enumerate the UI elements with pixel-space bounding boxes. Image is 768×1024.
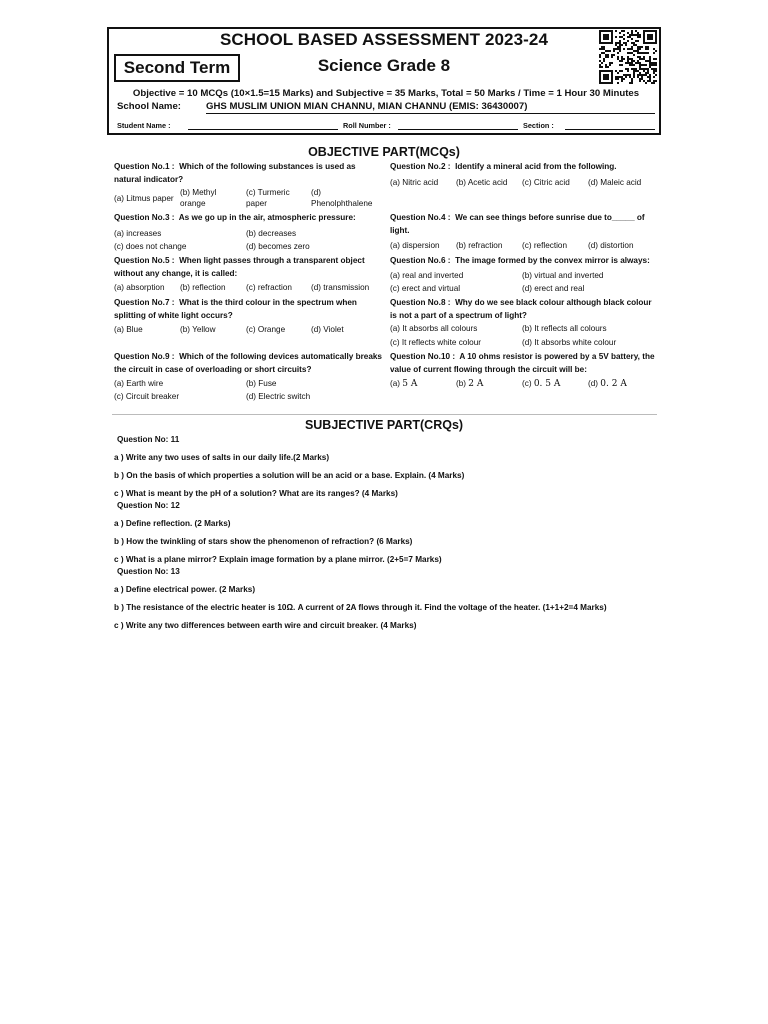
- qr-code-icon: [599, 30, 657, 84]
- mcq-option: (b) It reflects all colours: [522, 324, 607, 333]
- mcq-option: (b) Fuse: [246, 379, 277, 388]
- school-name-underline: [206, 113, 655, 114]
- mcq-option: (a) increases: [114, 229, 162, 238]
- crq-part: a ) Write any two uses of salts in our daily life.(2 Marks): [114, 453, 330, 462]
- mcq-option: (a) It absorbs all colours: [390, 324, 478, 333]
- mcq-option: (a) dispersion: [390, 241, 440, 250]
- mcq-option: (c) reflection: [522, 241, 568, 250]
- mcq-question-9: Question No.9 : Which of the following devices automatically breaks the circuit in case of overloading or short circuits?: [114, 352, 382, 374]
- page-title: SCHOOL BASED ASSESSMENT 2023-24: [219, 30, 549, 49]
- mcq-option: (c) Orange: [246, 325, 286, 334]
- mcq-option: (b) refraction: [456, 241, 503, 250]
- objective-section-title: OBJECTIVE PART(MCQs): [308, 145, 460, 159]
- school-name-value: GHS MUSLIM UNION MIAN CHANNU, MIAN CHANNU (EMIS: 36430007): [206, 101, 528, 112]
- mcq-option: (d) Maleic acid: [588, 178, 642, 187]
- mcq-option: (d) Phenolphthalene: [311, 188, 373, 208]
- mcq-option: (d) becomes zero: [246, 242, 310, 251]
- mcq-option: (c) Turmeric paper: [246, 188, 290, 208]
- roll-number-label: Roll Number :: [343, 121, 391, 130]
- student-name-field[interactable]: [188, 129, 338, 130]
- mcq-option: (a) Litmus paper: [114, 194, 174, 203]
- crq-part: a ) Define electrical power. (2 Marks): [114, 585, 256, 594]
- mcq-option: (d) It absorbs white colour: [522, 338, 617, 347]
- crq-part: c ) What is a plane mirror? Explain image formation by a plane mirror. (2+5=7 Marks): [114, 555, 442, 564]
- mcq-option: (a) 5 A: [390, 379, 418, 389]
- mcq-option: (c) 0. 5 A: [522, 379, 561, 389]
- mcq-question-3: Question No.3 : As we go up in the air, atmospheric pressure:: [114, 213, 356, 222]
- crq-part: b ) The resistance of the electric heater is 10Ω. A current of 2A flows through it. Find the voltage of the heater. (1+1+2=4 Marks): [114, 603, 607, 612]
- mcq-question-6: Question No.6 : The image formed by the convex mirror is always:: [390, 256, 650, 265]
- crq-question-11: Question No: 11: [117, 435, 180, 444]
- mcq-option: (d) erect and real: [522, 284, 585, 293]
- mcq-option: (b) decreases: [246, 229, 297, 238]
- mcq-option: (a) Earth wire: [114, 379, 164, 388]
- school-name-label: School Name:: [117, 101, 181, 112]
- student-name-label: Student Name :: [117, 121, 171, 130]
- mcq-question-8: Question No.8 : Why do we see black colour although black colour is not a part of a spectrum of light?: [390, 298, 652, 320]
- mcq-option: (c) It reflects white colour: [390, 338, 481, 347]
- section-field[interactable]: [565, 129, 655, 130]
- mcq-option: (c) does not change: [114, 242, 187, 251]
- crq-part: c ) What is meant by the pH of a solution? What are its ranges? (4 Marks): [114, 489, 398, 498]
- mcq-option: (a) Blue: [114, 325, 143, 334]
- mcq-option: (b) 2 A: [456, 379, 484, 389]
- mcq-option: (d) Violet: [311, 325, 344, 334]
- subjective-section-title: SUBJECTIVE PART(CRQs): [304, 418, 464, 432]
- mcq-option: (d) distortion: [588, 241, 634, 250]
- roll-number-field[interactable]: [398, 129, 518, 130]
- crq-question-13: Question No: 13: [117, 567, 180, 576]
- mcq-question-1: Question No.1 : Which of the following substances is used as natural indicator?: [114, 162, 356, 184]
- mcq-option: (c) Citric acid: [522, 178, 570, 187]
- crq-question-12: Question No: 12: [117, 501, 180, 510]
- crq-part: a ) Define reflection. (2 Marks): [114, 519, 231, 528]
- mcq-option: (b) Acetic acid: [456, 178, 508, 187]
- mcq-question-10: Question No.10 : A 10 ohms resistor is powered by a 5V battery, the value of current flowing through the circuit will be:: [390, 352, 655, 374]
- exam-summary: Objective = 10 MCQs (10×1.5=15 Marks) and Subjective = 35 Marks, Total = 50 Marks / Time = 1 Hour 30 Minutes: [132, 88, 640, 99]
- subject-title: Science Grade 8: [317, 56, 451, 75]
- mcq-option: (a) absorption: [114, 283, 165, 292]
- mcq-option: (c) refraction: [246, 283, 292, 292]
- mcq-option: (b) reflection: [180, 283, 226, 292]
- crq-part: c ) Write any two differences between earth wire and circuit breaker. (4 Marks): [114, 621, 417, 630]
- mcq-option: (a) real and inverted: [390, 271, 464, 280]
- mcq-option: (d) Electric switch: [246, 392, 311, 401]
- section-label: Section :: [523, 121, 554, 130]
- mcq-option: (d) 0. 2 A: [588, 379, 627, 389]
- mcq-question-5: Question No.5 : When light passes through a transparent object without any change, it is called:: [114, 256, 365, 278]
- crq-part: b ) On the basis of which properties a solution will be an acid or a base. Explain. (4 Marks): [114, 471, 465, 480]
- mcq-question-7: Question No.7 : What is the third colour in the spectrum when splitting of white light occurs?: [114, 298, 357, 320]
- mcq-option: (b) Yellow: [180, 325, 216, 334]
- mcq-option: (b) Methyl orange: [180, 188, 217, 208]
- mcq-option: (c) Circuit breaker: [114, 392, 180, 401]
- mcq-option: (a) Nitric acid: [390, 178, 439, 187]
- term-badge: Second Term: [114, 54, 240, 82]
- mcq-question-2: Question No.2 : Identify a mineral acid from the following.: [390, 162, 617, 171]
- crq-part: b ) How the twinkling of stars show the phenomenon of refraction? (6 Marks): [114, 537, 413, 546]
- mcq-option: (c) erect and virtual: [390, 284, 461, 293]
- section-divider: [112, 414, 657, 415]
- mcq-option: (d) transmission: [311, 283, 370, 292]
- mcq-question-4: Question No.4 : We can see things before sunrise due to_____ of light.: [390, 213, 645, 235]
- mcq-option: (b) virtual and inverted: [522, 271, 604, 280]
